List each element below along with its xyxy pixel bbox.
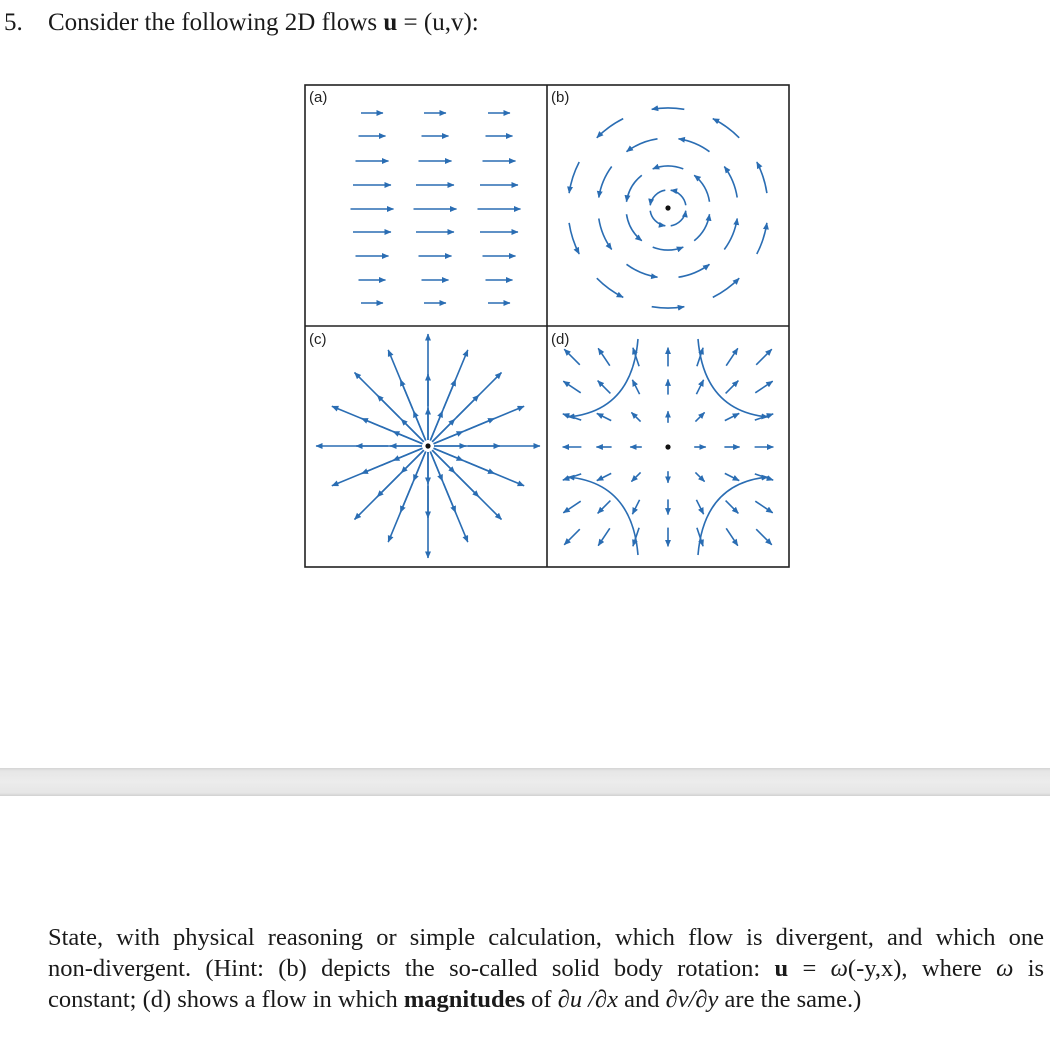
hint-same: are the same.): [724, 986, 862, 1013]
hint-intro: non-divergent. (Hint: (b) depicts the so-called solid body rotation:: [48, 955, 761, 982]
velocity-definition: = (u,v):: [403, 9, 479, 36]
omega-symbol-2: ω: [996, 955, 1014, 982]
hint-rotation-args: (-y,x), where: [847, 955, 982, 982]
hint-vector-u: u: [774, 955, 789, 982]
panel-b-label: (b): [551, 89, 570, 106]
question-intro: Consider the following 2D flows: [48, 9, 378, 36]
velocity-vector-symbol: u: [383, 9, 398, 36]
du-dx-expression: ∂u /∂x: [557, 986, 618, 1013]
page-separator-bar: [0, 768, 1050, 796]
prompt-line-1: State, with physical reasoning or simple calculation, which flow is divergent, and which one: [48, 924, 1044, 951]
figure-frame: [305, 85, 789, 567]
hint-is: is: [1027, 955, 1045, 982]
outflow-source-dot: [425, 443, 430, 448]
question-prompt: [48, 922, 1044, 1015]
prompt-line-2: [48, 953, 1044, 984]
panel-d-label: (d): [551, 331, 570, 348]
hint-equals: =: [802, 955, 817, 982]
dv-dy-expression: ∂v/∂y: [665, 986, 719, 1013]
rotation-center-dot: [665, 205, 670, 210]
hint-of: of: [531, 986, 552, 1013]
omega-symbol: ω: [830, 955, 848, 982]
hint-constant: constant; (d) shows a flow in which: [48, 986, 398, 1013]
magnitudes-emphasis: magnitudes: [403, 986, 526, 1013]
panel-c-label: (c): [309, 331, 327, 348]
question-number: 5.: [4, 9, 23, 36]
prompt-line-3: [48, 984, 1044, 1015]
hint-and: and: [624, 986, 660, 1013]
stagnation-point-dot: [665, 444, 670, 449]
panel-a-label: (a): [309, 89, 328, 106]
